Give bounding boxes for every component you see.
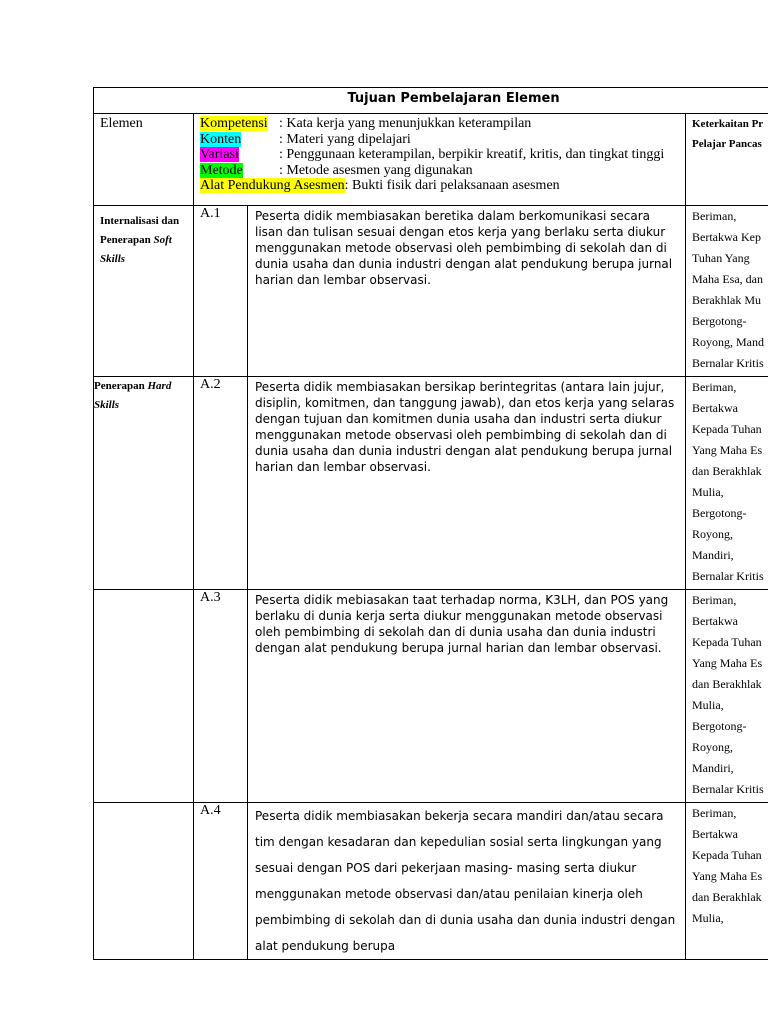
objective-description: Peserta didik membiasakan beretika dalam berkomunikasi secara lisan dan tulisan sesuai dengan etos kerja yang berlaku serta diukur menggunakan metode observasi oleh pembimbing di sekolah dan di dunia usaha dan dunia industri dengan alat pendukung berupa jurnal harian dan lembar observasi.: [248, 206, 686, 377]
relation-line: Bertakwa Kep: [692, 230, 761, 244]
relation-line: Berakhlak Mu: [692, 293, 761, 307]
legend-key: Konten: [200, 131, 242, 147]
relation-line: Kepada Tuhan: [692, 422, 762, 436]
relation-line: Yang Maha Es: [692, 656, 763, 670]
legend-desc: : Kata kerja yang menunjukkan keterampilan: [279, 116, 532, 131]
relation-header: [686, 114, 768, 206]
relation-line: Bertakwa: [692, 614, 738, 628]
elemen-cell: [94, 377, 194, 590]
table-title: Tujuan Pembelajaran Elemen: [94, 88, 768, 114]
relation-line: dan Berakhlak: [692, 677, 762, 691]
relation-line: Royong,: [692, 740, 734, 754]
elemen-name-italic: Soft Skills: [100, 234, 172, 265]
elemen-header: Elemen: [94, 114, 194, 206]
objective-code: A.1: [194, 206, 248, 377]
legend-row-kompetensi: [200, 116, 685, 132]
relation-line: Mandiri,: [692, 548, 734, 562]
legend-row-variasi: [200, 147, 685, 163]
relation-line: Bergotong-: [692, 719, 747, 733]
legend-desc: : Metode asesmen yang digunakan: [279, 162, 473, 178]
relation-line: Bergotong-: [692, 506, 747, 520]
relation-line: Kepada Tuhan: [692, 848, 762, 862]
elemen-cell: [94, 590, 194, 803]
legend-row-metode: [200, 163, 685, 179]
learning-objectives-table: [93, 87, 768, 960]
elemen-name-italic: Hard Skills: [94, 380, 172, 411]
relation-line: Mulia,: [692, 911, 724, 925]
relation-line: Mandiri,: [692, 761, 734, 775]
relation-line: Beriman,: [692, 593, 737, 607]
pancasila-relation: [686, 590, 768, 803]
relation-line: Bernalar Kritis: [692, 782, 764, 796]
relation-line: Maha Esa, dan: [692, 272, 763, 286]
elemen-cell: [94, 803, 194, 960]
relation-line: Royong, Mand: [692, 335, 764, 349]
legend-desc: : Penggunaan keterampilan, berpikir kreatif, kritis, dan tingkat tinggi: [279, 147, 665, 162]
legend-key: Alat Pendukung Asesmen: [200, 178, 345, 193]
relation-line: Tuhan Yang: [692, 251, 750, 265]
objective-description: Peserta didik mebiasakan taat terhadap norma, K3LH, dan POS yang berlaku di dunia kerja serta diukur menggunakan metode observasi oleh pembimbing di sekolah dan di dunia usaha dan dunia industri dengan alat pendukung berupa jurnal harian dan lembar observasi.: [248, 590, 686, 803]
relation-line: Bertakwa: [692, 827, 738, 841]
relation-line: dan Berakhlak: [692, 464, 762, 478]
relation-line: Beriman,: [692, 806, 737, 820]
pancasila-relation: [686, 206, 768, 377]
relation-line: Bernalar Kritis: [692, 569, 764, 583]
legend-desc: : Bukti fisik dari pelaksanaan asesmen: [344, 178, 560, 193]
relation-line: Bernalar Kritis: [692, 356, 764, 370]
objective-description: Peserta didik membiasakan bersikap berintegritas (antara lain jujur, disiplin, komitmen, dan tanggung jawab), dan etos kerja yang selaras dengan tujuan dan komitmen dunia usaha dan industri serta diukur menggunakan metode observasi oleh pembimbing di sekolah dan di dunia usaha dan dunia industri dengan alat pendukung berupa jurnal harian dan lembar observasi.: [248, 377, 686, 590]
legend-key: Variasi: [200, 147, 239, 162]
legend: [194, 114, 686, 206]
pancasila-relation: [686, 803, 768, 960]
relation-line: Kepada Tuhan: [692, 635, 762, 649]
legend-desc: : Materi yang dipelajari: [279, 131, 411, 147]
elemen-cell: [94, 206, 194, 377]
legend-key: Metode: [200, 162, 243, 178]
legend-row-alat-pendukung: [200, 178, 685, 194]
relation-line: Beriman,: [692, 209, 737, 223]
relation-header-line: Pelajar Pancas: [692, 138, 762, 150]
relation-line: Yang Maha Es: [692, 443, 763, 457]
relation-line: Mulia,: [692, 485, 724, 499]
relation-line: dan Berakhlak: [692, 890, 762, 904]
elemen-name: Internalisasi dan Penerapan: [100, 215, 180, 246]
legend-key: Kompetensi: [200, 116, 268, 131]
legend-row-konten: [200, 132, 685, 148]
relation-line: Bertakwa: [692, 401, 738, 415]
pancasila-relation: [686, 377, 768, 590]
relation-line: Royong,: [692, 527, 734, 541]
objective-code: A.4: [194, 803, 248, 960]
objective-description: Peserta didik membiasakan bekerja secara mandiri dan/atau secara tim dengan kesadaran dan kepedulian sosial serta lingkungan yang sesuai dengan POS dari pekerjaan masing- masing serta diukur menggunakan metode observasi dan/atau penilaian kinerja oleh pembimbing di sekolah dan di dunia usaha dan dunia industri dengan alat pendukung berupa: [248, 803, 686, 960]
elemen-name: Penerapan: [94, 380, 148, 392]
relation-line: Bergotong-: [692, 314, 747, 328]
objective-code: A.2: [194, 377, 248, 590]
relation-line: Yang Maha Es: [692, 869, 763, 883]
objective-code: A.3: [194, 590, 248, 803]
relation-line: Beriman,: [692, 380, 737, 394]
relation-header-line: Keterkaitan Pr: [692, 118, 764, 130]
relation-line: Mulia,: [692, 698, 724, 712]
